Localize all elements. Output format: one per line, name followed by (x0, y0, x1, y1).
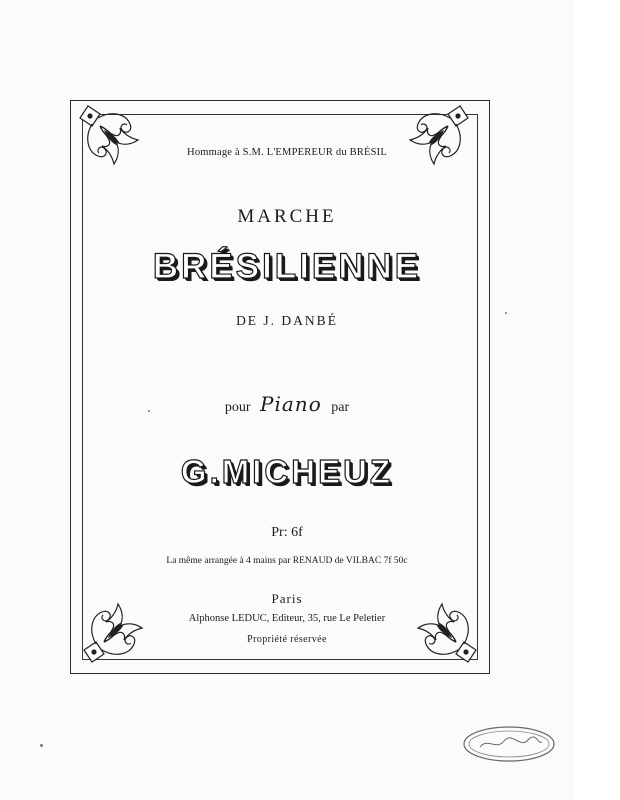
instrument-prefix: pour (224, 400, 251, 415)
instrument-suffix: par (331, 400, 350, 415)
inner-frame-border (82, 114, 478, 660)
instrument-line (0, 392, 574, 416)
publisher-city: Paris (271, 591, 303, 606)
fleuron-scroll-icon (78, 104, 152, 178)
library-stamp-icon (462, 725, 556, 763)
paper-speck (505, 312, 507, 314)
rights-notice: Propriété réservée (247, 634, 327, 645)
publisher-address: Alphonse LEDUC, Editeur, 35, rue Le Peletier (188, 613, 386, 624)
dedication-line: Hommage à S.M. L'EMPEREUR du BRÉSIL (187, 147, 387, 158)
fleuron-scroll-icon (396, 104, 470, 178)
paper-speck (148, 410, 150, 412)
paper-speck (40, 744, 43, 747)
price-label: Pr: 6f (271, 525, 303, 540)
arranger-name: G.MICHEUZ (180, 453, 394, 490)
title-heading: BRÉSILIENNE (152, 247, 422, 286)
composer-line: DE J. DANBÉ (236, 313, 338, 328)
instrument-name: Piano (260, 392, 322, 416)
genre-heading: MARCHE (237, 206, 337, 227)
four-hands-note: La même arrangée à 4 mains par RENAUD de VILBAC 7f 50c (166, 556, 408, 566)
